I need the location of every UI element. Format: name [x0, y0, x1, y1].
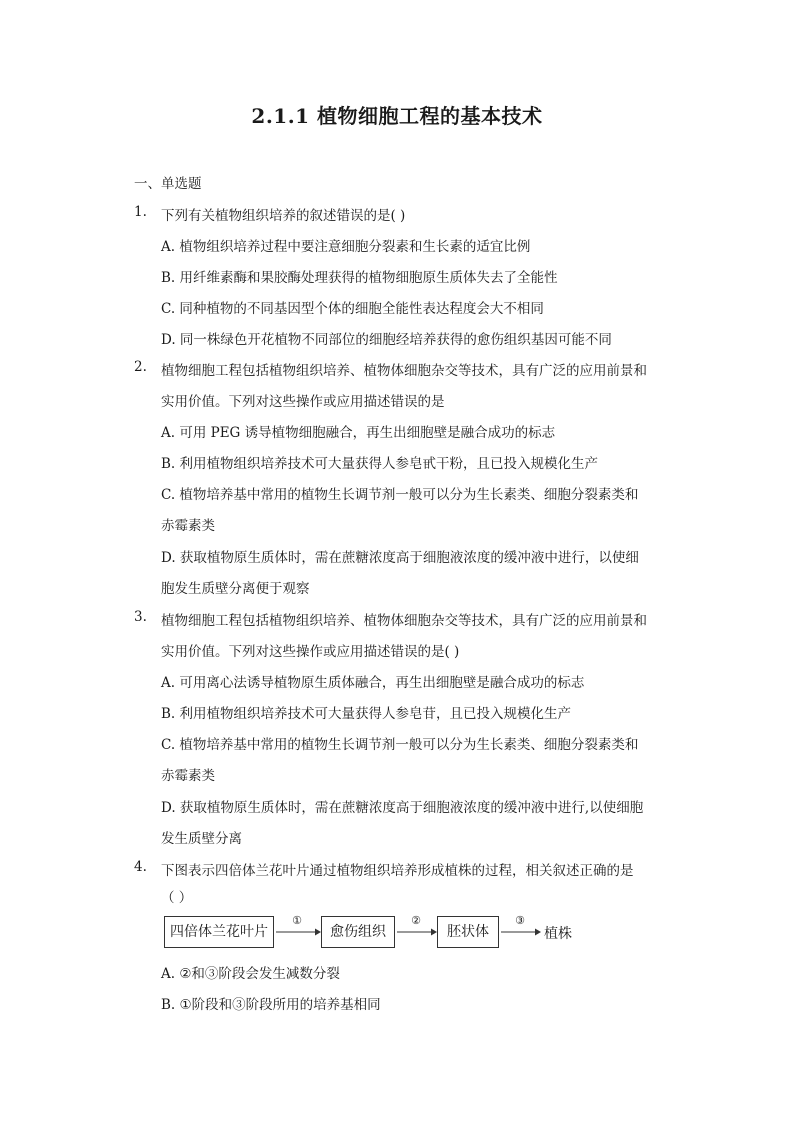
- flow-box-embryoid: 胚状体: [437, 916, 499, 948]
- option-c: 赤霉素类: [161, 768, 215, 784]
- question-number: 3.: [134, 609, 147, 625]
- option-a: A. 可用离心法诱导植物原生质体融合，再生出细胞壁是融合成功的标志: [161, 675, 585, 691]
- option-d: D. 同一株绿色开花植物不同部位的细胞经培养获得的愈伤组织基因可能不同: [161, 332, 612, 348]
- option-d: 胞发生质壁分离便于观察: [161, 581, 310, 597]
- option-a: A. 植物组织培养过程中要注意细胞分裂素和生长素的适宜比例: [161, 239, 531, 255]
- question-number: 4.: [134, 859, 147, 875]
- question-stem: 植物细胞工程包括植物组织培养、植物体细胞杂交等技术，具有广泛的应用前景和: [161, 363, 647, 379]
- section-heading: 一、单选题: [134, 176, 202, 192]
- option-b: B. ①阶段和③阶段所用的培养基相同: [161, 997, 381, 1013]
- question-stem: 下图表示四倍体兰花叶片通过植物组织培养形成植株的过程，相关叙述正确的是: [161, 863, 634, 879]
- flow-box-leaf: 四倍体兰花叶片: [164, 916, 274, 948]
- page-title: 2.1.1 植物细胞工程的基本技术: [251, 104, 543, 128]
- option-b: B. 利用植物组织培养技术可大量获得人参皂苷，且已投入规模化生产: [161, 706, 572, 722]
- question-stem: 实用价值。下列对这些操作或应用描述错误的是: [161, 394, 445, 410]
- step-label: ①: [292, 914, 302, 927]
- option-d: D. 获取植物原生质体时，需在蔗糖浓度高于细胞液浓度的缓冲液中进行,以使细胞: [161, 800, 644, 816]
- option-d: 发生质壁分离: [161, 831, 242, 847]
- step-label: ②: [411, 914, 421, 927]
- option-c: C. 同种植物的不同基因型个体的细胞全能性表达程度会大不相同: [161, 301, 544, 317]
- flow-box-callus: 愈伤组织: [321, 916, 395, 948]
- option-b: B. 利用植物组织培养技术可大量获得人参皂甙干粉，且已投入规模化生产: [161, 456, 599, 472]
- flow-end-label: 植株: [544, 926, 572, 942]
- option-a: A. ②和③阶段会发生减数分裂: [161, 966, 340, 982]
- question-stem: 实用价值。下列对这些操作或应用描述错误的是( ): [161, 644, 460, 660]
- question-stem: （ ）: [161, 890, 193, 906]
- option-d: D. 获取植物原生质体时，需在蔗糖浓度高于细胞液浓度的缓冲液中进行，以使细: [161, 550, 639, 566]
- option-c: 赤霉素类: [161, 518, 215, 534]
- option-b: B. 用纤维素酶和果胶酶处理获得的植物细胞原生质体失去了全能性: [161, 270, 558, 286]
- question-stem: 植物细胞工程包括植物组织培养、植物体细胞杂交等技术，具有广泛的应用前景和: [161, 613, 647, 629]
- step-label: ③: [515, 914, 525, 927]
- option-c: C. 植物培养基中常用的植物生长调节剂一般可以分为生长素类、细胞分裂素类和: [161, 737, 639, 753]
- process-flow-diagram: [161, 916, 601, 952]
- question-number: 1.: [134, 204, 147, 220]
- option-c: C. 植物培养基中常用的植物生长调节剂一般可以分为生长素类、细胞分裂素类和: [161, 487, 639, 503]
- option-a: A. 可用 PEG 诱导植物细胞融合，再生出细胞壁是融合成功的标志: [161, 425, 556, 441]
- question-number: 2.: [134, 359, 147, 375]
- question-stem: 下列有关植物组织培养的叙述错误的是( ): [161, 208, 406, 224]
